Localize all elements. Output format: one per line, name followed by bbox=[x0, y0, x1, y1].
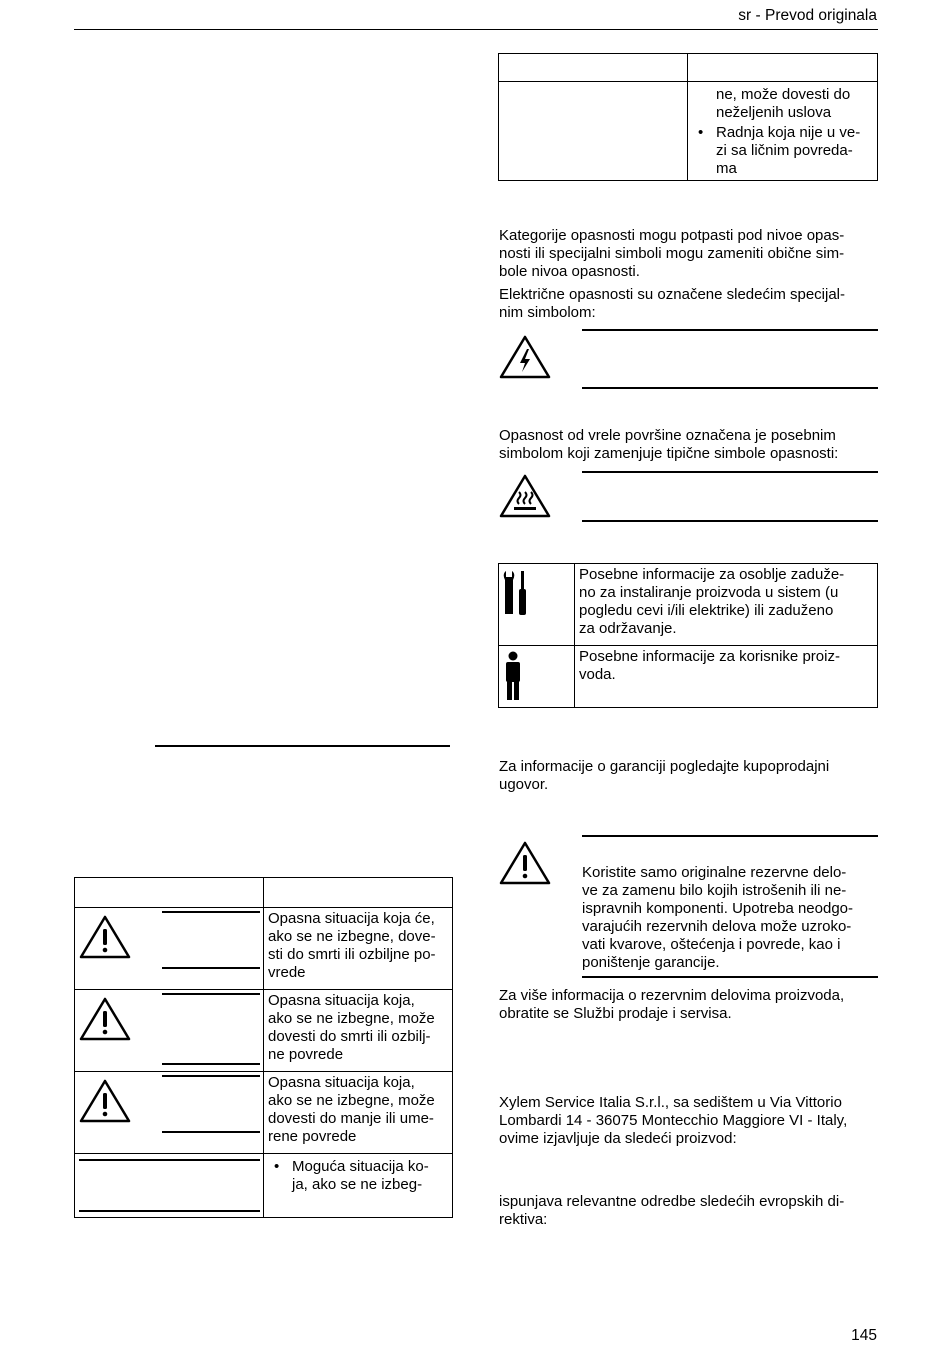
rule bbox=[79, 1210, 260, 1212]
text-line: dovesti do smrti ili ozbilj- bbox=[268, 1028, 431, 1045]
bullet-line: • Radnja koja nije u ve- bbox=[716, 124, 861, 141]
hot-surface-icon bbox=[499, 473, 551, 524]
text-line: ve za zamenu bilo kojih istrošenih ili ne- bbox=[582, 882, 847, 899]
bullet-line: ja, ako se ne izbeg- bbox=[292, 1176, 423, 1193]
user-table-user-cell bbox=[575, 646, 878, 708]
text-line: vrede bbox=[268, 964, 306, 981]
text-line: varajućih rezervnih delova može uzroko- bbox=[582, 918, 852, 935]
text-line: nim simbolom: bbox=[499, 304, 596, 321]
warning-triangle-icon bbox=[79, 914, 131, 965]
text-line: Opasnost od vrele površine označena je posebnim bbox=[499, 427, 836, 444]
level-warning-text bbox=[264, 990, 453, 1072]
level-warning-cell bbox=[75, 990, 264, 1072]
level-caution-cell bbox=[75, 1072, 264, 1154]
user-table-icon-cell bbox=[499, 564, 575, 646]
level-danger-text bbox=[264, 908, 453, 990]
rule bbox=[162, 993, 260, 995]
text-line: Xylem Service Italia S.r.l., sa sedištem u Via Vittorio bbox=[499, 1094, 842, 1111]
text-line: simbolom koji zamenjuje tipične simbole opasnosti: bbox=[499, 445, 839, 462]
text-line: ako se ne izbegne, dove- bbox=[268, 928, 436, 945]
text-line: Lombardi 14 - 36075 Montecchio Maggiore VI - Italy, bbox=[499, 1112, 848, 1129]
rule bbox=[162, 967, 260, 969]
user-table-icon-cell bbox=[499, 646, 575, 708]
tools-icon bbox=[499, 564, 574, 622]
continued-table-cell-1 bbox=[499, 82, 688, 181]
page-number: 145 bbox=[851, 1327, 877, 1344]
bullet-item bbox=[264, 1158, 448, 1194]
hot-intro bbox=[499, 427, 889, 463]
bullet-line: • Moguća situacija ko- bbox=[292, 1158, 429, 1175]
person-icon bbox=[499, 646, 574, 706]
rule bbox=[162, 911, 260, 913]
rule bbox=[582, 835, 878, 837]
rule bbox=[582, 329, 878, 331]
text-line: ako se ne izbegne, može bbox=[268, 1092, 435, 1109]
electric-intro bbox=[499, 286, 889, 322]
text-line: Kategorije opasnosti mogu potpasti pod nivoe opas- bbox=[499, 227, 845, 244]
declaration-text bbox=[499, 1094, 889, 1148]
text-line: ovime izjavljuje da sledeći proizvod: bbox=[499, 1130, 737, 1147]
rule bbox=[162, 1075, 260, 1077]
text-line: dovesti do manje ili ume- bbox=[268, 1110, 434, 1127]
continued-table-cell-2 bbox=[688, 82, 878, 181]
text-line: ugovor. bbox=[499, 776, 549, 793]
levels-head-2 bbox=[264, 878, 453, 908]
text-line: poništenje garancije. bbox=[582, 954, 720, 971]
level-danger-cell bbox=[75, 908, 264, 990]
text-line: sti do smrti ili ozbiljne po- bbox=[268, 946, 436, 963]
directives-text bbox=[499, 1193, 889, 1229]
text-line: Opasna situacija koja, bbox=[268, 992, 415, 1009]
text-line: Opasna situacija koja će, bbox=[268, 910, 435, 927]
bullet-line: ma bbox=[716, 160, 737, 177]
text-line: rene povrede bbox=[268, 1128, 357, 1145]
bullet-line: zi sa ličnim povreda- bbox=[716, 142, 853, 159]
text-line: ne povrede bbox=[268, 1046, 344, 1063]
text-line: Posebne informacije za osoblje zaduže- bbox=[579, 566, 845, 583]
level-notice-text bbox=[264, 1154, 453, 1218]
rule bbox=[582, 520, 878, 522]
text-line: voda. bbox=[579, 666, 616, 683]
user-table-installer-cell bbox=[575, 564, 878, 646]
level-caution-text bbox=[264, 1072, 453, 1154]
user-table bbox=[498, 563, 878, 708]
text-line: rektiva: bbox=[499, 1211, 548, 1228]
rule bbox=[162, 1131, 260, 1133]
text-line: Posebne informacije za korisnike proiz- bbox=[579, 648, 840, 665]
text-line: bole nivoa opasnosti. bbox=[499, 263, 640, 280]
header-rule bbox=[74, 29, 878, 30]
text-line: Električne opasnosti su označene sledećim specijal- bbox=[499, 286, 846, 303]
level-notice-cell bbox=[75, 1154, 264, 1218]
spare-info-text bbox=[499, 987, 889, 1023]
text-line: Za informacije o garanciji pogledajte kupoprodajni bbox=[499, 758, 830, 775]
rule bbox=[582, 976, 878, 978]
continued-line: ne, može dovesti do bbox=[716, 86, 851, 103]
text-line: obratite se Službi prodaje i servisa. bbox=[499, 1005, 732, 1022]
text-line: za održavanje. bbox=[579, 620, 677, 637]
levels-head-1 bbox=[75, 878, 264, 908]
rule bbox=[79, 1159, 260, 1161]
continued-table-head-1 bbox=[499, 54, 688, 82]
rule bbox=[582, 471, 878, 473]
rule bbox=[582, 387, 878, 389]
warning-triangle-icon bbox=[499, 840, 551, 891]
text-line: pogledu cevi i/ili elektrike) ili zaduženo bbox=[579, 602, 834, 619]
text-line: Opasna situacija koja, bbox=[268, 1074, 415, 1091]
rule bbox=[155, 745, 450, 747]
text-line: ispunjava relevantne odredbe sledećih evropskih di- bbox=[499, 1193, 845, 1210]
continued-table-head-2 bbox=[688, 54, 878, 82]
text-line: vati kvarove, oštećenja i povrede, kao i bbox=[582, 936, 841, 953]
bullet-item bbox=[688, 124, 873, 178]
warranty-text bbox=[499, 758, 889, 794]
text-line: ispravnih komponenti. Upotreba neodgo- bbox=[582, 900, 854, 917]
text-line: ako se ne izbegne, može bbox=[268, 1010, 435, 1027]
electrical-hazard-icon bbox=[499, 334, 551, 385]
rule bbox=[162, 1063, 260, 1065]
warning-triangle-icon bbox=[79, 1078, 131, 1129]
hazard-levels-table bbox=[74, 877, 453, 1218]
warning-triangle-icon bbox=[79, 996, 131, 1047]
text-line: Za više informacija o rezervnim delovima proizvoda, bbox=[499, 987, 845, 1004]
header-title: sr - Prevod originala bbox=[738, 7, 877, 24]
text-line: nosti ili specijalni simboli mogu zameniti obične sim- bbox=[499, 245, 845, 262]
continued-table bbox=[498, 53, 878, 181]
text-line: no za instaliranje proizvoda u sistem (u bbox=[579, 584, 839, 601]
continued-line: neželjenih uslova bbox=[716, 104, 832, 121]
spare-warning-text bbox=[582, 864, 882, 972]
hazard-intro bbox=[499, 227, 889, 281]
text-line: Koristite samo originalne rezervne delo- bbox=[582, 864, 847, 881]
